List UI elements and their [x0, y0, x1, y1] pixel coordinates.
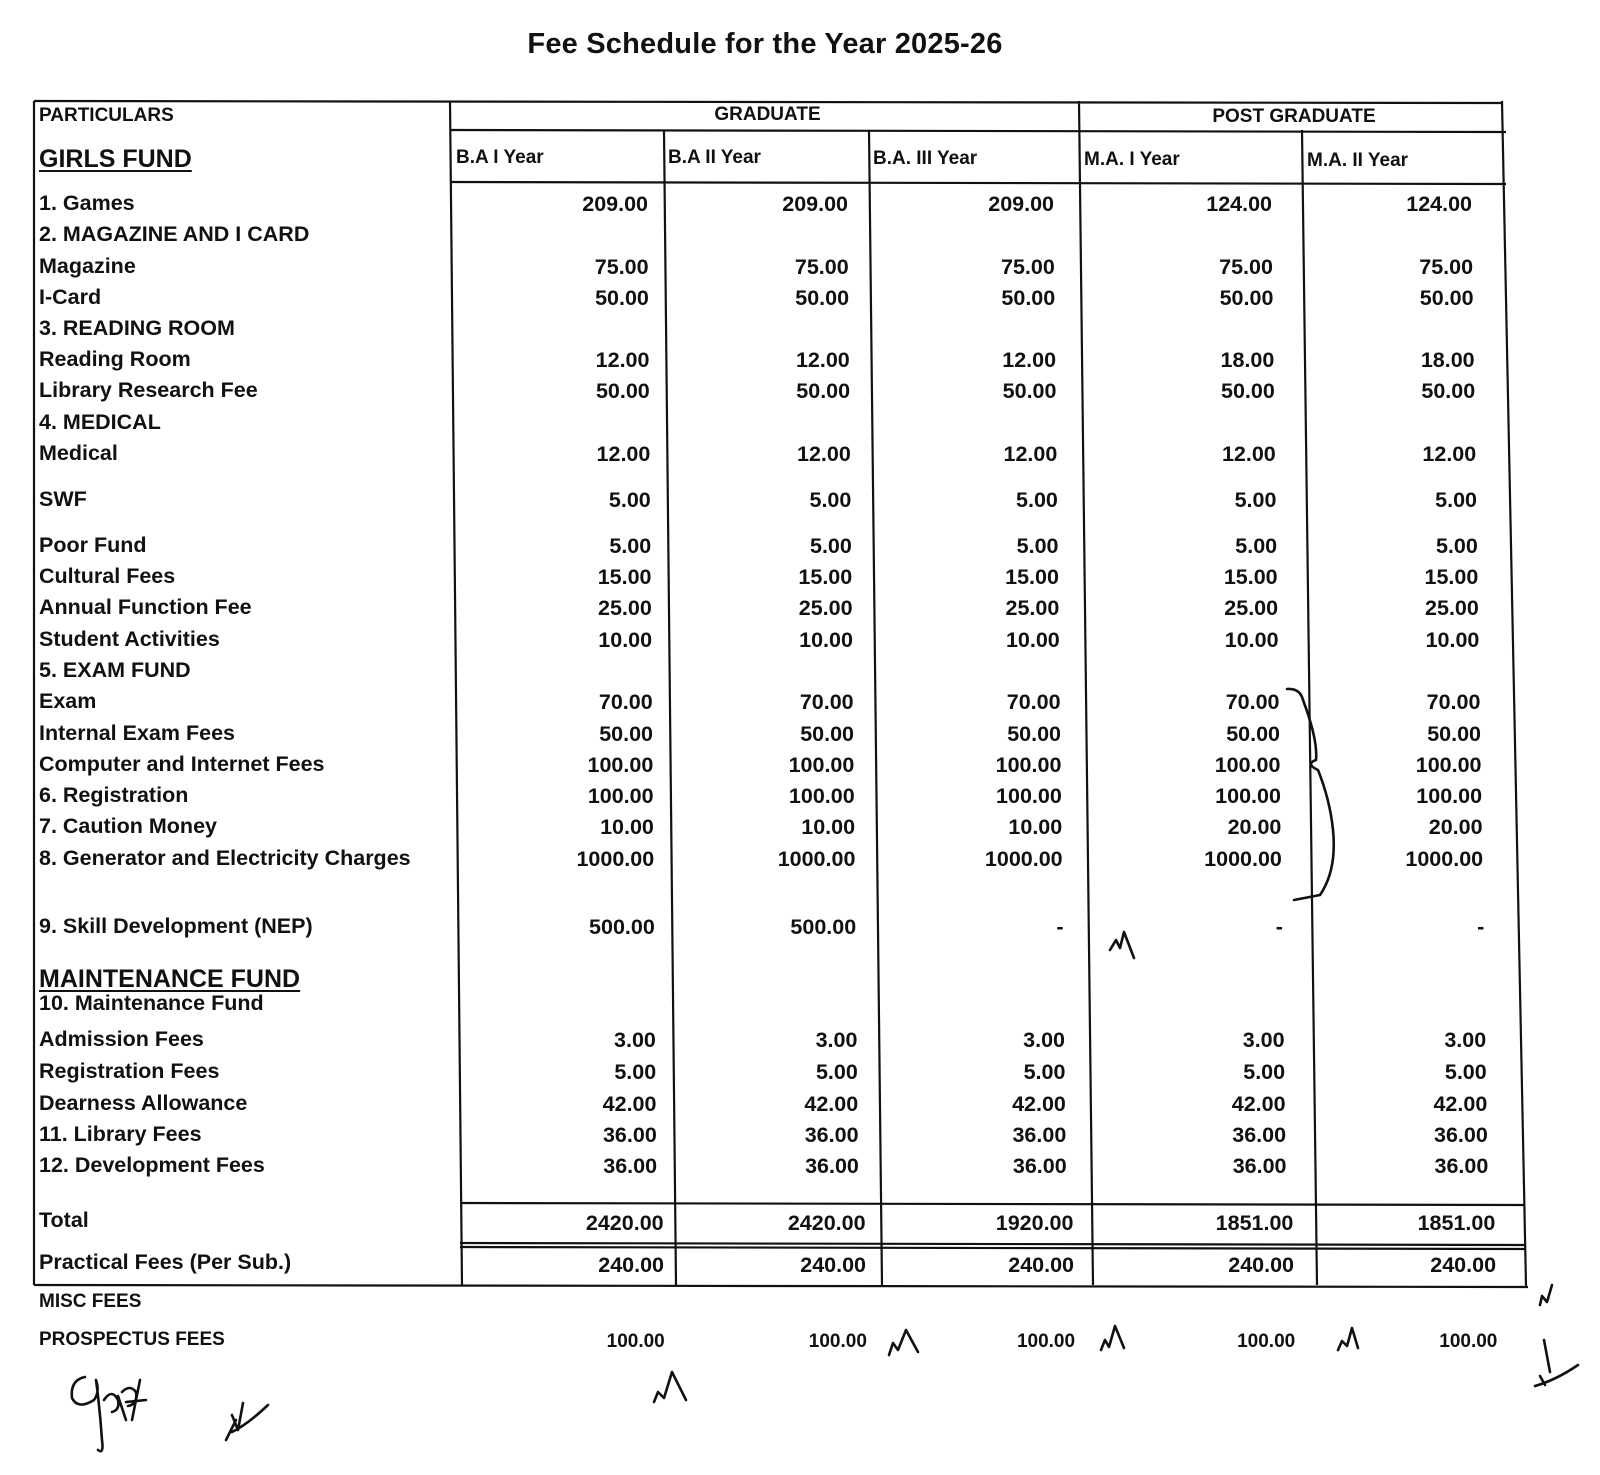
row-label: Admission Fees [39, 1027, 204, 1051]
fee-cell: 25.00 [798, 596, 853, 620]
fee-cell: 100.00 [1237, 1331, 1296, 1352]
fee-cell: 2420.00 [585, 1211, 664, 1235]
row-label: Medical [39, 441, 118, 465]
fee-cell: 3.00 [1023, 1028, 1066, 1052]
fee-cell: 42.00 [1012, 1092, 1066, 1116]
fee-cell: 75.00 [594, 255, 649, 279]
row-label: Internal Exam Fees [39, 721, 235, 745]
fee-cell: 100.00 [1415, 753, 1482, 777]
row-label: 11. Library Fees [39, 1122, 202, 1146]
row-label: 8. Generator and Electricity Charges [39, 846, 411, 870]
fee-cell: 12.00 [795, 348, 850, 372]
fee-cell: 70.00 [1006, 690, 1061, 714]
row-label: I-Card [39, 285, 102, 309]
row-label: 5. EXAM FUND [39, 658, 191, 682]
fee-cell: 12.00 [596, 442, 651, 466]
fee-cell: 100.00 [995, 753, 1062, 777]
fee-cell: 10.00 [1005, 628, 1060, 652]
fee-cell: 50.00 [595, 286, 649, 310]
fee-cell: 3.00 [614, 1028, 656, 1052]
row-label: SWF [39, 487, 87, 511]
fee-cell: 50.00 [595, 379, 650, 403]
fee-cell: 50.00 [1002, 379, 1057, 403]
fee-cell: 5.00 [609, 534, 652, 558]
fee-cell: 100.00 [587, 753, 654, 777]
fee-cell: 70.00 [1426, 690, 1481, 714]
fee-cell: 10.00 [1008, 815, 1063, 839]
fee-cell: 50.00 [796, 379, 851, 403]
practical-label: Practical Fees (Per Sub.) [39, 1250, 292, 1274]
fee-cell: 100.00 [788, 784, 855, 808]
fee-cell: 15.00 [1424, 565, 1479, 589]
fee-cell: 42.00 [602, 1092, 657, 1116]
row-label: Cultural Fees [39, 564, 176, 588]
fee-cell: 5.00 [1444, 1060, 1487, 1084]
fee-cell: 1000.00 [1405, 847, 1484, 871]
fee-cell: 36.00 [1012, 1154, 1067, 1178]
fee-cell: 36.00 [1232, 1154, 1287, 1178]
graduate-header: GRADUATE [714, 104, 821, 125]
fee-cell: 1920.00 [995, 1211, 1074, 1235]
fee-cell: 20.00 [1227, 815, 1282, 839]
fee-cell: 100.00 [996, 784, 1062, 808]
row-label: Annual Function Fee [39, 595, 252, 619]
fee-cell: 75.00 [1001, 255, 1055, 279]
row-label: 12. Development Fees [39, 1153, 265, 1177]
fee-cell: 100.00 [1439, 1331, 1498, 1352]
fee-cell: 12.00 [1003, 442, 1058, 466]
fee-cell: 25.00 [1224, 596, 1279, 620]
fee-cell: 500.00 [589, 915, 655, 939]
fee-cell: 500.00 [790, 915, 857, 939]
row-label: Library Research Fee [39, 378, 258, 402]
fee-cell: 5.00 [1435, 534, 1478, 558]
fee-cell: - [1056, 915, 1064, 939]
fee-cell: 5.00 [1016, 488, 1058, 512]
fee-cell: 3.00 [1444, 1028, 1487, 1052]
fee-cell: 100.00 [606, 1331, 665, 1352]
fee-cell: 5.00 [1234, 488, 1277, 512]
row-label: Exam [39, 689, 97, 713]
fee-cell: 1851.00 [1215, 1211, 1294, 1235]
fee-cell: 18.00 [1420, 348, 1475, 372]
fee-cell: 100.00 [808, 1331, 867, 1352]
row-label: 10. Maintenance Fund [39, 991, 264, 1015]
section-girls-fund: GIRLS FUND [39, 145, 192, 173]
fee-cell: 209.00 [988, 192, 1054, 216]
page-title: Fee Schedule for the Year 2025-26 [527, 28, 1003, 60]
row-label: Reading Room [39, 347, 191, 371]
fee-cell: 240.00 [598, 1253, 665, 1277]
fee-cell: 50.00 [599, 722, 653, 746]
row-label: 3. READING ROOM [39, 316, 235, 340]
fee-cell: 36.00 [602, 1123, 657, 1147]
fee-cell: 36.00 [1012, 1123, 1067, 1147]
fee-cell: 15.00 [597, 565, 652, 589]
fee-cell: 18.00 [1220, 348, 1275, 372]
fee-cell: 12.00 [1422, 442, 1477, 466]
fee-cell: 70.00 [1225, 690, 1280, 714]
fee-cell: 240.00 [1430, 1253, 1497, 1277]
fee-cell: 12.00 [595, 348, 650, 372]
fee-cell: 240.00 [800, 1253, 867, 1277]
fee-cell: 50.00 [1001, 286, 1056, 310]
fee-cell: 2420.00 [787, 1211, 866, 1235]
fee-cell: - [1477, 915, 1485, 939]
row-label: Poor Fund [39, 533, 147, 557]
fee-cell: 50.00 [1007, 722, 1061, 746]
fee-cell: 25.00 [1005, 596, 1060, 620]
column-header-ma2: M.A. II Year [1307, 150, 1409, 171]
fee-cell: 15.00 [798, 565, 853, 589]
row-label: Magazine [39, 254, 136, 278]
fee-cell: 10.00 [598, 628, 653, 652]
fee-cell: 5.00 [1235, 534, 1278, 558]
fee-cell: 70.00 [799, 690, 854, 714]
fee-cell: 1000.00 [984, 847, 1063, 871]
fee-cell: 42.00 [1433, 1092, 1488, 1116]
fee-cell: 100.00 [1016, 1331, 1076, 1352]
fee-cell: 10.00 [799, 628, 853, 652]
fee-cell: 36.00 [1434, 1154, 1489, 1178]
fee-cell: 5.00 [1023, 1060, 1066, 1084]
row-label: 1. Games [39, 191, 135, 215]
fee-cell: 1000.00 [777, 847, 856, 871]
fee-cell: 75.00 [1419, 255, 1474, 279]
fee-cell: 5.00 [614, 1060, 657, 1084]
fee-cell: 10.00 [1425, 628, 1480, 652]
row-label: 9. Skill Development (NEP) [39, 914, 313, 938]
fee-cell: 10.00 [1224, 628, 1279, 652]
fee-cell: 50.00 [1427, 722, 1481, 746]
fee-cell: 3.00 [1242, 1028, 1285, 1052]
column-header-ba3: B.A. III Year [873, 148, 978, 169]
fee-cell: 5.00 [810, 534, 852, 558]
fee-cell: 50.00 [1419, 286, 1474, 310]
row-label: Dearness Allowance [39, 1091, 248, 1115]
row-label: 7. Caution Money [39, 814, 217, 838]
fee-cell: 75.00 [1219, 255, 1273, 279]
fee-cell: 36.00 [805, 1154, 859, 1178]
fee-cell: 10.00 [600, 815, 654, 839]
fee-cell: 12.00 [1221, 442, 1276, 466]
fee-cell: 209.00 [582, 192, 648, 216]
row-label: 4. MEDICAL [39, 410, 161, 434]
row-label: Computer and Internet Fees [39, 752, 325, 776]
row-label: 6. Registration [39, 783, 189, 807]
fee-cell: 100.00 [1215, 784, 1281, 808]
total-label: Total [39, 1208, 89, 1232]
fee-cell: 36.00 [603, 1154, 658, 1178]
fee-cell: 36.00 [1232, 1123, 1287, 1147]
fee-cell: 5.00 [608, 488, 651, 512]
fee-cell: 3.00 [815, 1028, 858, 1052]
fee-cell: 12.00 [797, 442, 851, 466]
fee-cell: 1000.00 [576, 847, 655, 871]
fee-cell: 42.00 [804, 1092, 859, 1116]
fee-cell: 100.00 [587, 784, 654, 808]
section-maintenance-fund: MAINTENANCE FUND [39, 965, 301, 993]
fee-cell: 5.00 [1016, 534, 1059, 558]
fee-cell: 100.00 [788, 753, 855, 777]
fee-cell: 36.00 [804, 1123, 859, 1147]
misc-fees-label: MISC FEES [39, 1291, 142, 1312]
fee-cell: - [1275, 915, 1283, 939]
column-header-ma1: M.A. I Year [1084, 149, 1180, 170]
fee-cell: 1851.00 [1417, 1211, 1496, 1235]
fee-cell: 20.00 [1428, 815, 1483, 839]
fee-cell: 36.00 [1433, 1123, 1488, 1147]
fee-cell: 1000.00 [1204, 847, 1282, 871]
fee-cell: 100.00 [1214, 753, 1281, 777]
fee-cell: 50.00 [800, 722, 854, 746]
fee-cell: 240.00 [1228, 1253, 1295, 1277]
fee-cell: 50.00 [1226, 722, 1280, 746]
fee-cell: 209.00 [782, 192, 848, 216]
row-label: Registration Fees [39, 1059, 220, 1083]
fee-cell: 50.00 [795, 286, 850, 310]
fee-cell: 5.00 [809, 488, 852, 512]
fee-cell: 15.00 [1005, 565, 1059, 589]
row-label: 2. MAGAZINE AND I CARD [39, 222, 310, 246]
fee-cell: 240.00 [1008, 1253, 1075, 1277]
fee-cell: 15.00 [1223, 565, 1278, 589]
fee-cell: 100.00 [1416, 784, 1483, 808]
column-header-ba1: B.A I Year [456, 147, 544, 168]
fee-cell: 124.00 [1406, 192, 1472, 216]
fee-cell: 25.00 [597, 596, 652, 620]
fee-cell: 50.00 [1219, 286, 1274, 310]
fee-cell: 25.00 [1425, 596, 1479, 620]
prospectus-fees-label: PROSPECTUS FEES [39, 1329, 225, 1350]
fee-cell: 10.00 [801, 815, 856, 839]
fee-cell: 5.00 [815, 1060, 858, 1084]
fee-cell: 42.00 [1231, 1092, 1286, 1116]
fee-cell: 124.00 [1206, 192, 1272, 216]
post-graduate-header: POST GRADUATE [1212, 106, 1376, 127]
fee-cell: 50.00 [1421, 379, 1476, 403]
row-label: Student Activities [39, 627, 220, 651]
fee-cell: 5.00 [1435, 488, 1478, 512]
fee-cell: 12.00 [1002, 348, 1057, 372]
column-header-ba2: B.A II Year [668, 147, 761, 168]
fee-cell: 50.00 [1221, 379, 1275, 403]
fee-cell: 70.00 [598, 690, 653, 714]
fee-cell: 75.00 [794, 255, 849, 279]
particulars-header: PARTICULARS [39, 105, 174, 126]
fee-cell: 5.00 [1243, 1060, 1286, 1084]
